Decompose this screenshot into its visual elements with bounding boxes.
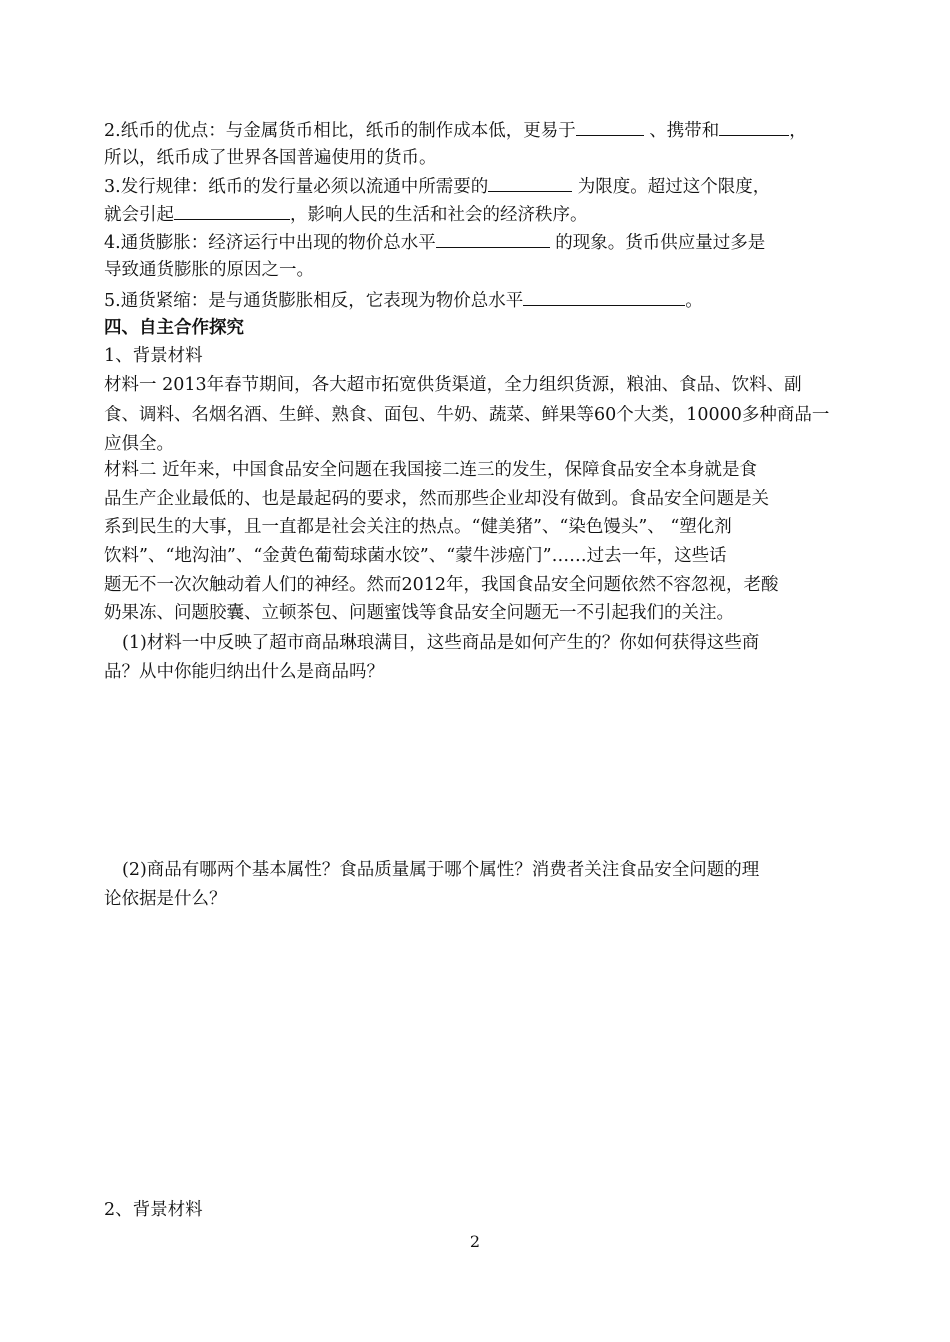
- question-2-line: (2)商品有哪两个基本属性？食品质量属于哪个属性？消费者关注食品安全问题的理: [122, 860, 760, 880]
- item-4-line-1: [104, 229, 834, 256]
- fill-blank[interactable]: [488, 173, 572, 192]
- fill-blank[interactable]: [576, 117, 644, 136]
- item-2-text-c: ，: [789, 121, 807, 141]
- fill-blank[interactable]: [523, 287, 685, 306]
- item-5-line-1: [104, 287, 834, 314]
- material-1-line: 食、调料、名烟名酒、生鲜、熟食、面包、牛奶、蔬菜、鲜果等60个大类，10000多种商品一: [104, 405, 830, 425]
- material-2-line: 题无不一次次触动着人们的神经。然而2012年，我国食品安全问题依然不容忽视，老酸: [104, 575, 779, 595]
- fill-blank[interactable]: [436, 229, 550, 248]
- question-1-line: (1)材料一中反映了超市商品琳琅满目，这些商品是如何产生的？你如何获得这些商: [122, 633, 760, 653]
- material-1-line: 应俱全。: [104, 434, 174, 454]
- item-3-text-a: 3.发行规律：纸币的发行量必须以流通中所需要的: [104, 177, 489, 197]
- item-4-text-a: 4.通货膨胀：经济运行中出现的物价总水平: [104, 233, 436, 253]
- item-5-text-b: 。: [685, 291, 703, 311]
- section-heading: 四、自主合作探究: [104, 318, 244, 338]
- fill-blank[interactable]: [719, 117, 789, 136]
- question-2-line: 论依据是什么？: [104, 889, 227, 909]
- page-number: 2: [469, 1232, 481, 1251]
- item-2-text-a: 2.纸币的优点：与金属货币相比，纸币的制作成本低，更易于: [104, 121, 576, 141]
- item-4-line-2: 导致通货膨胀的原因之一。: [104, 260, 314, 280]
- material-2-line: 奶果冻、问题胶囊、立顿茶包、问题蜜饯等食品安全问题无一不引起我们的关注。: [104, 603, 734, 623]
- material-2-line: 系到民生的大事，且一直都是社会关注的热点。“健美猪”、“染色馒头”、 “塑化剂: [104, 517, 732, 537]
- item-4-text-b: 的现象。货币供应量过多是: [555, 233, 766, 253]
- fill-blank[interactable]: [174, 201, 290, 220]
- material-2-line: 品生产企业最低的、也是最起码的要求，然而那些企业却没有做到。食品安全问题是关: [104, 489, 769, 509]
- material-1-line: 材料一 2013年春节期间，各大超市拓宽供货渠道，全力组织货源，粮油、食品、饮料、副: [104, 375, 802, 395]
- item-3-text-c: 就会引起: [104, 205, 174, 225]
- question-1-line: 品？从中你能归纳出什么是商品吗？: [104, 662, 384, 682]
- item-3-text-d: ，影响人民的生活和社会的经济秩序。: [290, 205, 588, 225]
- material-2-line: 材料二 近年来，中国食品安全问题在我国接二连三的发生，保障食品安全本身就是食: [104, 460, 758, 480]
- item-3-line-1: [104, 173, 834, 200]
- background-material-label: 1、背景材料: [104, 346, 203, 366]
- item-2-line-2: 所以，纸币成了世界各国普遍使用的货币。: [104, 148, 437, 168]
- material-2-line: 饮料”、“地沟油”、“金黄色葡萄球菌水饺”、“蒙牛涉癌门”……过去一年，这些话: [104, 546, 727, 566]
- item-3-text-b: 为限度。超过这个限度，: [577, 177, 771, 197]
- item-2-line-1: [104, 117, 834, 144]
- background-material-label: 2、背景材料: [104, 1200, 203, 1220]
- item-3-line-2: [104, 201, 834, 228]
- item-5-text-a: 5.通货紧缩：是与通货膨胀相反，它表现为物价总水平: [104, 291, 524, 311]
- item-2-text-b: 、携带和: [649, 121, 720, 141]
